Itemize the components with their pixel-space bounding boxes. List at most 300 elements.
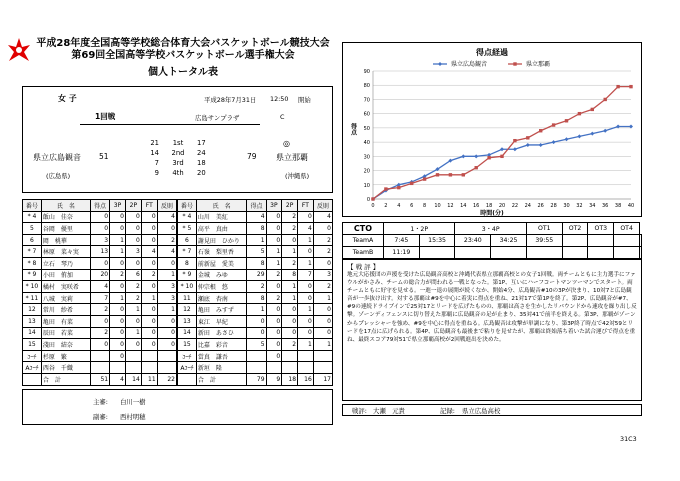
table-cell: 3: [313, 269, 332, 281]
cto-header-cell: OT3: [588, 223, 614, 235]
table-row: [23, 350, 177, 362]
table-cell: * 9: [178, 269, 197, 281]
table-cell: [247, 362, 266, 374]
table-cell: * 7: [178, 246, 197, 258]
venue: 広島サンプラザ: [195, 114, 240, 122]
table-cell: 14: [125, 373, 141, 385]
table-cell: 比嘉 彩音: [196, 339, 247, 351]
table-cell: [282, 362, 298, 374]
data-point: [590, 132, 594, 136]
column-header: 反則: [157, 200, 176, 212]
table-cell: 橘村 実咲希: [41, 281, 90, 293]
table-cell: 杉原 繁: [41, 350, 90, 362]
data-point: [565, 119, 568, 122]
table-cell: 2: [313, 246, 332, 258]
legend-label: 県立広島観音: [451, 61, 488, 68]
referee-1-label: 主審:: [93, 398, 108, 406]
data-point: [461, 154, 465, 158]
table-cell: 0: [266, 327, 282, 339]
table-cell: 1: [110, 292, 126, 304]
table-cell: 0: [141, 304, 157, 316]
table-cell: 0: [125, 315, 141, 327]
x-tick-label: 8: [423, 203, 427, 209]
table-cell: 0: [125, 257, 141, 269]
cto-cell: 34:25: [491, 235, 527, 247]
x-tick-label: 20: [498, 203, 506, 209]
table-cell: 1: [266, 257, 282, 269]
table-cell: 3: [125, 246, 141, 258]
table-cell: 0: [90, 315, 109, 327]
table-cell: 4: [90, 281, 109, 293]
table-cell: 2: [247, 281, 266, 293]
table-cell: 1: [313, 292, 332, 304]
table-cell: * 8: [23, 257, 42, 269]
table-row: [23, 211, 177, 223]
table-cell: 1: [282, 246, 298, 258]
table-cell: 0: [110, 257, 126, 269]
quarter-row: 21 1st 17: [150, 139, 206, 147]
cto-header-cell: 1・2P: [383, 223, 454, 235]
quarter-row: 14 2nd 24: [150, 149, 206, 157]
table-cell: 13: [90, 246, 109, 258]
table-cell: 1: [110, 234, 126, 246]
table-cell: 12: [23, 304, 42, 316]
table-cell: 14: [178, 327, 197, 339]
table-cell: 79: [247, 373, 266, 385]
table-cell: 辰田 若菜: [41, 327, 90, 339]
table-cell: [298, 362, 314, 374]
data-point: [552, 123, 555, 126]
writer-name: 大瀬 元貴: [373, 407, 405, 415]
data-point: [500, 155, 503, 158]
x-tick-label: 16: [473, 203, 480, 209]
x-tick-label: 6: [410, 203, 414, 209]
table-row: [23, 339, 177, 351]
table-cell: 西谷 千織: [41, 362, 90, 374]
table-cell: 2: [125, 292, 141, 304]
data-point: [462, 173, 465, 176]
cto-cell: [455, 247, 491, 259]
table-cell: 4: [141, 246, 157, 258]
table-cell: 0: [110, 327, 126, 339]
table-cell: 山川 美紅: [196, 211, 247, 223]
column-header: 2P: [282, 200, 298, 212]
data-point: [475, 166, 478, 169]
y-tick-label: 90: [363, 69, 370, 75]
quarter-row: 7 3rd 18: [154, 159, 206, 167]
table-cell: 22: [157, 373, 176, 385]
y-tick-label: 0: [366, 197, 370, 203]
cto-cell: 11:19: [383, 247, 419, 259]
table-cell: 6: [125, 269, 141, 281]
recorder-label: 記録:: [440, 407, 455, 415]
data-point: [539, 129, 542, 132]
table-row: [178, 281, 333, 293]
data-point: [449, 173, 452, 176]
referee-2-label: 副審:: [93, 413, 108, 421]
table-cell: 11: [141, 373, 157, 385]
table-cell: 6: [178, 234, 197, 246]
table-cell: 0: [282, 304, 298, 316]
quarter-scores: [139, 138, 225, 178]
x-tick-label: 38: [614, 203, 622, 209]
table-cell: 0: [110, 339, 126, 351]
x-tick-label: 12: [447, 203, 454, 209]
table-cell: * 10: [178, 281, 197, 293]
table-cell: 當真 謙吾: [196, 350, 247, 362]
cto-header-row: [343, 223, 642, 235]
table-cell: 0: [90, 257, 109, 269]
game-time: 12:50: [270, 95, 289, 103]
table-cell: 2: [282, 223, 298, 235]
table-cell: 9: [266, 373, 282, 385]
quarter-row: 9 4th 20: [154, 169, 206, 177]
cto-cell: [419, 247, 455, 259]
officials-box: [22, 389, 333, 425]
score-progress-chart: [343, 43, 641, 216]
table-cell: 仲宗根 悠: [196, 281, 247, 293]
table-row: [23, 292, 177, 304]
table-row: [23, 281, 177, 293]
x-tick-label: 14: [460, 203, 467, 209]
table-cell: 3: [157, 292, 176, 304]
table-cell: 1: [247, 304, 266, 316]
table-cell: 4: [157, 211, 176, 223]
table-cell: 瀬底 杏南: [196, 292, 247, 304]
header-line-2: 第69回全国高等学校バスケットボール選手権大会: [71, 50, 295, 61]
data-point: [616, 85, 619, 88]
table-cell: 合 計: [196, 373, 247, 385]
table-cell: 0: [110, 211, 126, 223]
table-cell: [313, 362, 332, 374]
total-row: [23, 373, 177, 385]
table-cell: 8: [247, 292, 266, 304]
recorder-name: 県立広島高校: [462, 407, 501, 415]
table-cell: 0: [125, 223, 141, 235]
table-cell: 0: [298, 246, 314, 258]
gender-label: 女 子: [58, 94, 77, 103]
table-cell: 0: [125, 339, 141, 351]
table-cell: 0: [266, 304, 282, 316]
data-point: [436, 173, 439, 176]
table-cell: 0: [110, 315, 126, 327]
home-total-score: 51: [99, 152, 109, 161]
table-cell: [266, 362, 282, 374]
away-team-pref: (沖縄県): [285, 172, 310, 180]
x-tick-label: 24: [524, 203, 531, 209]
cto-cell: [491, 247, 527, 259]
table-cell: 2: [313, 281, 332, 293]
table-cell: 5: [247, 339, 266, 351]
table-cell: 0: [282, 315, 298, 327]
cto-cell: [562, 247, 588, 259]
table-cell: 0: [266, 281, 282, 293]
table-cell: 立石 琴乃: [41, 257, 90, 269]
table-cell: 8: [178, 257, 197, 269]
table-cell: 常川 紗希: [41, 304, 90, 316]
legend-marker: [438, 62, 442, 66]
table-cell: 金城 みゆ: [196, 269, 247, 281]
table-cell: 2: [266, 269, 282, 281]
table-cell: 13: [178, 315, 197, 327]
cto-cell: 15:35: [419, 235, 455, 247]
cto-row: [343, 235, 642, 247]
table-row: [178, 292, 333, 304]
table-cell: 0: [90, 211, 109, 223]
table-cell: * 9: [23, 269, 42, 281]
table-cell: 0: [313, 223, 332, 235]
table-cell: 7: [90, 292, 109, 304]
column-header: 2P: [125, 200, 141, 212]
x-tick-label: 22: [511, 203, 519, 209]
table-row: [23, 362, 177, 374]
cto-cell: [640, 235, 642, 247]
column-header: 番号: [178, 200, 197, 212]
data-point: [371, 197, 374, 200]
away-team-name: 県立那覇: [276, 153, 308, 162]
data-point: [603, 129, 607, 133]
table-cell: 0: [141, 315, 157, 327]
table-cell: 2: [282, 339, 298, 351]
column-header: 反則: [313, 200, 332, 212]
table-cell: 2: [313, 234, 332, 246]
data-point: [577, 134, 581, 138]
table-cell: 1: [125, 304, 141, 316]
tournament-logo: [6, 36, 32, 64]
away-total-score: 79: [247, 152, 257, 161]
table-cell: 2: [90, 304, 109, 316]
table-row: [23, 223, 177, 235]
data-point: [526, 136, 529, 139]
table-row: [178, 211, 333, 223]
cto-cell: [526, 247, 562, 259]
table-cell: 13: [23, 315, 42, 327]
x-tick-label: 10: [434, 203, 441, 209]
table-cell: [313, 350, 332, 362]
cto-header-cell: OT1: [526, 223, 562, 235]
cto-cell: [562, 235, 588, 247]
table-cell: 1: [282, 292, 298, 304]
table-cell: Aｺｰﾁ: [178, 362, 197, 374]
x-tick-label: 26: [537, 203, 544, 209]
data-point: [539, 143, 543, 147]
y-tick-label: 60: [363, 111, 370, 118]
data-point: [552, 140, 556, 144]
table-cell: 八城 実莉: [41, 292, 90, 304]
table-cell: 0: [266, 339, 282, 351]
table-cell: 亀田 みすず: [196, 304, 247, 316]
table-cell: [141, 350, 157, 362]
y-tick-label: 30: [363, 154, 370, 161]
column-header: FT: [141, 200, 157, 212]
y-axis-label: 得点: [349, 123, 357, 135]
column-header: 番号: [23, 200, 42, 212]
table-cell: 0: [298, 292, 314, 304]
x-tick-label: 28: [550, 203, 557, 209]
legend-label: 県立那覇: [526, 61, 551, 68]
table-cell: 7: [298, 269, 314, 281]
table-cell: 4: [157, 246, 176, 258]
table-cell: 0: [157, 223, 176, 235]
table-cell: 0: [298, 211, 314, 223]
table-cell: 4: [110, 373, 126, 385]
column-header: 3P: [266, 200, 282, 212]
table-cell: 0: [282, 234, 298, 246]
x-tick-label: 4: [397, 203, 401, 209]
cto-cell: [588, 235, 614, 247]
table-row: [178, 339, 333, 351]
table-row: [178, 362, 333, 374]
table-cell: 合 計: [41, 373, 90, 385]
data-point: [513, 139, 516, 142]
table-cell: 2: [266, 292, 282, 304]
table-cell: [298, 350, 314, 362]
x-tick-label: 36: [602, 203, 609, 209]
x-tick-label: 40: [627, 203, 635, 209]
table-cell: 1: [266, 246, 282, 258]
table-cell: 29: [247, 269, 266, 281]
table-cell: 1: [247, 234, 266, 246]
table-cell: 0: [110, 223, 126, 235]
table-cell: 新田 あさひ: [196, 327, 247, 339]
table-cell: 0: [141, 257, 157, 269]
data-point: [397, 186, 400, 189]
table-cell: 0: [110, 350, 126, 362]
table-cell: 謝見田 ひかり: [196, 234, 247, 246]
cto-cell: TeamB: [343, 247, 384, 259]
table-row: [178, 257, 333, 269]
table-row: [23, 304, 177, 316]
table-cell: 6: [23, 234, 42, 246]
cto-header-cell: OT2: [562, 223, 588, 235]
table-cell: 4: [313, 211, 332, 223]
table-row: [178, 350, 333, 362]
table-cell: 8: [282, 269, 298, 281]
table-cell: 淺田 結奈: [41, 339, 90, 351]
column-header: 得点: [247, 200, 266, 212]
cto-cell: 7:45: [383, 235, 419, 247]
table-cell: 0: [266, 234, 282, 246]
y-tick-label: 70: [363, 97, 370, 104]
data-point: [487, 156, 490, 159]
table-cell: 4: [298, 223, 314, 235]
table-cell: 0: [313, 315, 332, 327]
table-cell: 0: [157, 315, 176, 327]
table-cell: 0: [247, 327, 266, 339]
table-cell: 8: [247, 257, 266, 269]
table-cell: 0: [157, 339, 176, 351]
cto-cell: 39:55: [526, 235, 562, 247]
table-cell: 2: [282, 211, 298, 223]
table-cell: ｺｰﾁ: [178, 350, 197, 362]
x-tick-label: 18: [485, 203, 493, 209]
column-header: FT: [298, 200, 314, 212]
table-cell: 飯山 佳奈: [41, 211, 90, 223]
table-cell: [125, 350, 141, 362]
table-cell: [157, 350, 176, 362]
table-cell: 0: [282, 327, 298, 339]
table-cell: 小田 侑加: [41, 269, 90, 281]
data-point: [565, 137, 569, 141]
table-cell: 前新屋 愛美: [196, 257, 247, 269]
divider: [80, 124, 260, 125]
data-point: [423, 177, 426, 180]
table-cell: 1: [157, 304, 176, 316]
table-cell: 0: [141, 211, 157, 223]
table-cell: 1: [282, 281, 298, 293]
cto-table: [342, 222, 642, 259]
y-tick-label: 20: [363, 168, 370, 175]
series-line: [373, 126, 631, 199]
data-point: [629, 85, 632, 88]
table-cell: [90, 362, 109, 374]
page-title: 個人トータル表: [148, 67, 218, 78]
table-cell: 石嶺 梨里香: [196, 246, 247, 258]
table-cell: 2: [110, 269, 126, 281]
score-chart-frame: [342, 42, 642, 217]
table-row: [178, 327, 333, 339]
table-cell: * 4: [23, 211, 42, 223]
table-cell: 2: [90, 327, 109, 339]
table-cell: 0: [125, 211, 141, 223]
table-cell: 1: [125, 327, 141, 339]
x-tick-label: 32: [576, 203, 583, 209]
cto-cell: [614, 235, 640, 247]
table-cell: 高平 真由: [196, 223, 247, 235]
table-row: [23, 257, 177, 269]
data-point: [578, 112, 581, 115]
table-row: [178, 304, 333, 316]
table-cell: 0: [141, 281, 157, 293]
table-cell: 0: [298, 327, 314, 339]
commentary-box: [342, 259, 642, 401]
table-cell: 1: [313, 339, 332, 351]
table-cell: 0: [266, 315, 282, 327]
start-label: 開始: [298, 96, 311, 104]
cto-cell: [588, 247, 614, 259]
table-cell: 11: [178, 292, 197, 304]
column-header: 氏 名: [41, 200, 90, 212]
cto-cell: TeamA: [343, 235, 384, 247]
cto-header-cell: CTO: [343, 223, 384, 235]
data-point: [513, 147, 517, 151]
y-tick-label: 50: [363, 125, 370, 132]
table-cell: 0: [125, 234, 141, 246]
table-cell: 0: [141, 223, 157, 235]
table-cell: 0: [110, 304, 126, 316]
table-cell: 岡 桃華: [41, 234, 90, 246]
table-cell: 0: [266, 350, 282, 362]
table-cell: 3: [157, 281, 176, 293]
round-label: 1回戦: [95, 112, 116, 121]
table-cell: 12: [178, 304, 197, 316]
game-date: 平成28年7月31日: [204, 96, 257, 104]
data-point: [500, 147, 504, 151]
table-cell: [23, 373, 42, 385]
table-cell: 1: [141, 292, 157, 304]
table-cell: * 10: [23, 281, 42, 293]
table-cell: 0: [313, 304, 332, 316]
table-header-row: [23, 200, 177, 212]
column-header: 氏 名: [196, 200, 247, 212]
x-tick-label: 0: [371, 203, 375, 209]
data-point: [384, 187, 387, 190]
x-axis-label: 時間(分): [480, 210, 504, 216]
table-cell: 亀田 有菜: [41, 315, 90, 327]
writer-label: 戦評:: [352, 407, 367, 415]
table-cell: 0: [110, 281, 126, 293]
home-team-name: 県立広島観音: [33, 153, 81, 162]
